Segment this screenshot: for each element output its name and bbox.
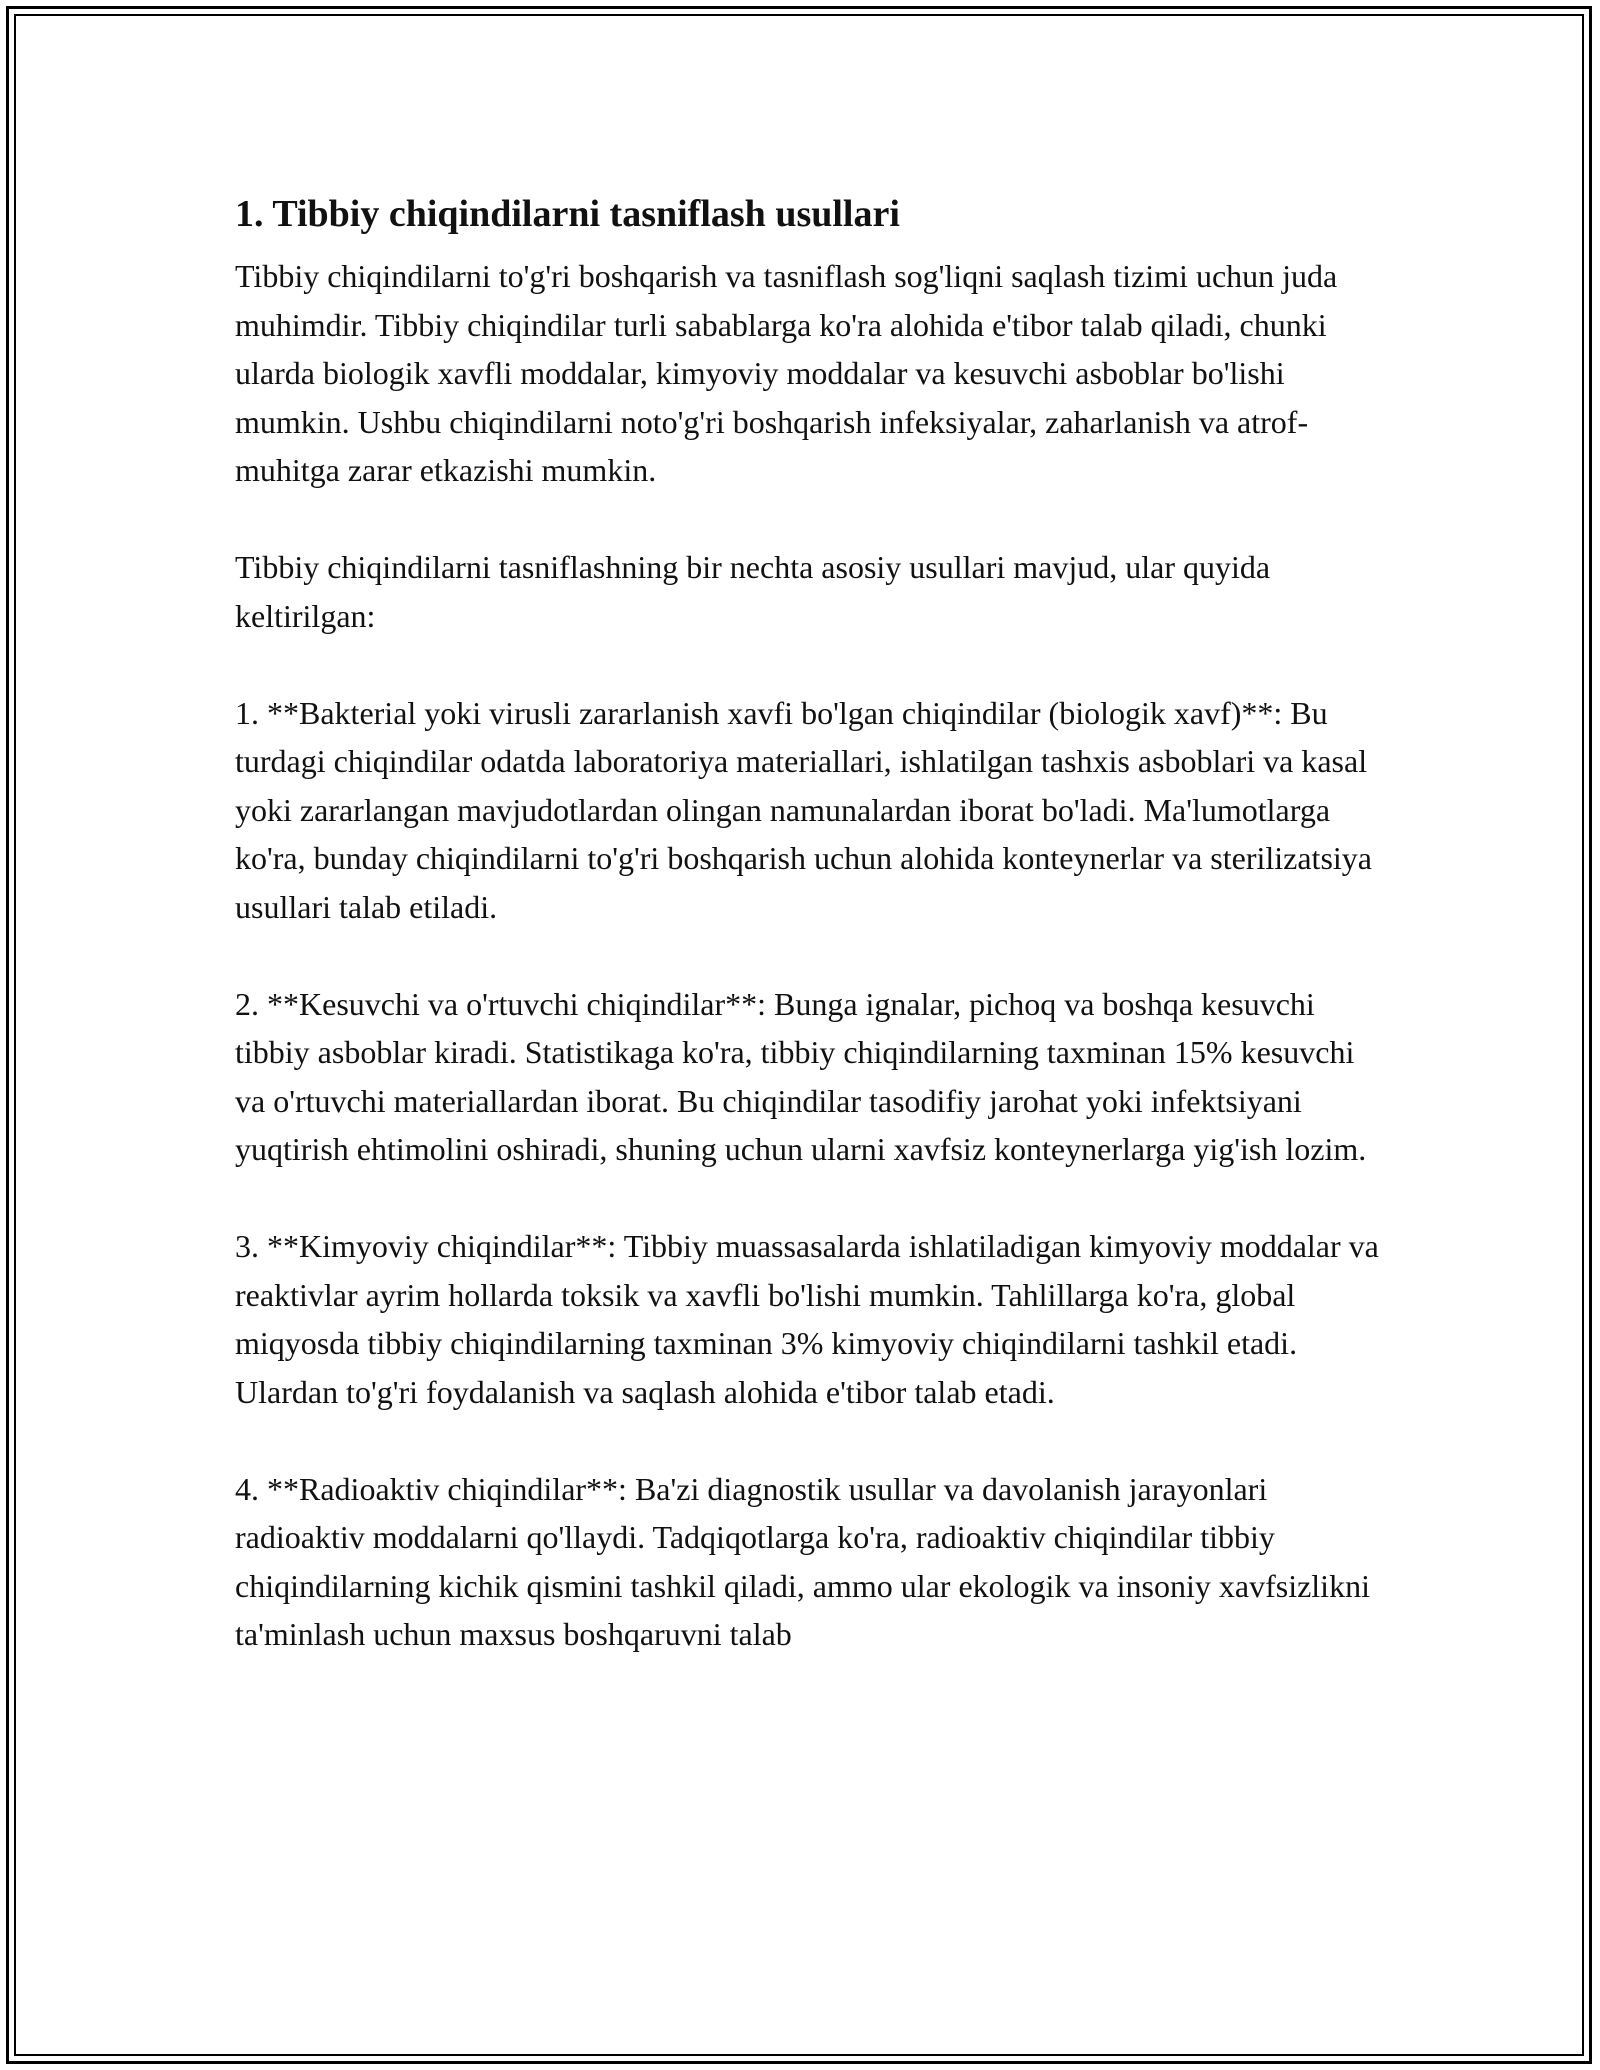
section-heading: 1. Tibbiy chiqindilarni tasniflash usullari xyxy=(235,193,900,235)
paragraph-intro: Tibbiy chiqindilarni to'g'ri boshqarish va tasniflash sog'liqni saqlash tizimi uchun juda muhimdir. Tibbiy chiqindilar turli sabablarga ko'ra alohida e'tibor talab qiladi, chunki ularda biologik xavfli moddalar, kimyoviy moddalar va kesuvchi asboblar bo'lishi mumkin. Ushbu chiqindilarni noto'g'ri boshqarish infeksiyalar, zaharlanish va atrof-muhitga zarar etkazishi mumkin. xyxy=(235,258,1338,488)
paragraph-biological-waste: 1. **Bakterial yoki virusli zararlanish xavfi bo'lgan chiqindilar (biologik xavf)**: Bu turdagi chiqindilar odatda laboratoriya materiallari, ishlatilgan tashxis asboblari va kasal yoki zararlangan mavjudotlardan olingan namunalardan iborat bo'ladi. Ma'lumotlarga ko'ra, bunday chiqindilarni to'g'ri boshqarish uchun alohida konteynerlar va sterilizatsiya usullari talab etiladi. xyxy=(235,694,1372,925)
paragraph-sharps-waste: 2. **Kesuvchi va o'rtuvchi chiqindilar**: Bunga ignalar, pichoq va boshqa kesuvchi tibbiy asboblar kiradi. Statistikaga ko'ra, tibbiy chiqindilarning taxminan 15% kesuvchi va o'rtuvchi materiallardan iborat. Bu chiqindilar tasodifiy jarohat yoki infektsiyani yuqtirish ehtimolini oshiradi, shuning uchun ularni xavfsiz konteynerlarga yig'ish lozim. xyxy=(235,985,1367,1167)
paragraph-chemical-waste: 3. **Kimyoviy chiqindilar**: Tibbiy muassasalarda ishlatiladigan kimyoviy moddalar va reaktivlar ayrim hollarda toksik va xavfli bo'lishi mumkin. Tahlillarga ko'ra, global miqyosda tibbiy chiqindilarning taxminan 3% kimyoviy chiqindilarni tashkil etadi. Ulardan to'g'ri foydalanish va saqlash alohida e'tibor talab etadi. xyxy=(235,1228,1379,1410)
paragraph-methods-lead: Tibbiy chiqindilarni tasniflashning bir nechta asosiy usullari mavjud, ular quyida keltirilgan: xyxy=(235,549,1271,634)
paragraph-radioactive-waste: 4. **Radioaktiv chiqindilar**: Ba'zi diagnostik usullar va davolanish jarayonlari radioaktiv moddalarni qo'llaydi. Tadqiqotlarga ko'ra, radioaktiv chiqindilar tibbiy chiqindilarning kichik qismini tashkil qiladi, ammo ular ekologik va insoniy xavfsizlikni ta'minlash uchun maxsus boshqaruvni talab xyxy=(235,1470,1370,1652)
document-body xyxy=(235,188,1380,1659)
